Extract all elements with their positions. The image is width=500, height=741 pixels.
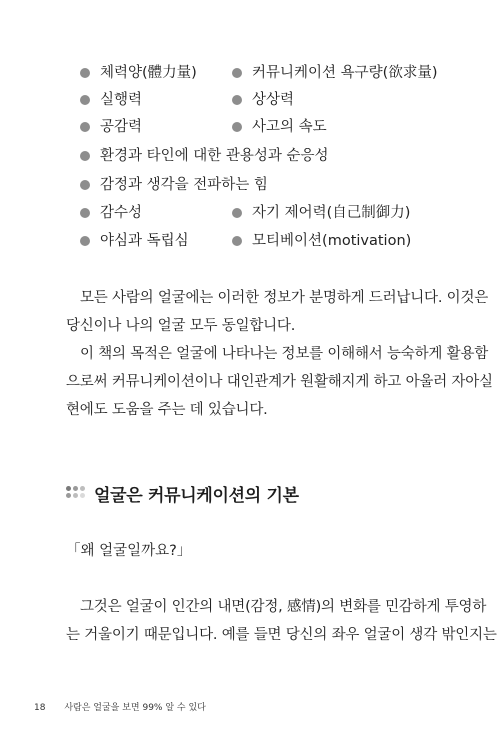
list-item-text: 감수성: [100, 205, 143, 221]
dots-icon: [66, 486, 88, 500]
bullet-icon: [80, 208, 90, 218]
paragraph-line: 이 책의 목적은 얼굴에 나타나는 정보를 이해해서 능숙하게 활용함: [80, 346, 489, 362]
list-item-text: 환경과 타인에 대한 관용성과 순응성: [100, 148, 329, 164]
bullet-icon: [80, 95, 90, 105]
list-item-text: 실행력: [100, 92, 143, 108]
list-item-text: 모티베이션(motivation): [252, 233, 412, 249]
paragraph-line: 현에도 도움을 주는 데 있습니다.: [66, 402, 268, 418]
quote-text: 「왜 얼굴일까요?」: [66, 543, 192, 559]
list-item-text: 감정과 생각을 전파하는 힘: [100, 177, 268, 193]
paragraph-line: 모든 사람의 얼굴에는 이러한 정보가 분명하게 드러납니다. 이것은: [80, 290, 489, 306]
list-item-text: 커뮤니케이션 욕구량(欲求量): [252, 65, 438, 81]
paragraph-line: 그것은 얼굴이 인간의 내면(감정, 感情)의 변화를 민감하게 투영하: [80, 599, 487, 615]
paragraph-line: 는 거울이기 때문입니다. 예를 들면 당신의 좌우 얼굴이 생각 밖인지는: [66, 627, 497, 643]
body-paragraph: [66, 284, 493, 424]
list-item-text: 야심과 독립심: [100, 233, 189, 249]
page-footer: [34, 701, 206, 715]
bullet-icon: [80, 68, 90, 78]
paragraph-line: 으로써 커뮤니케이션이나 대인관계가 원활해지게 하고 아울러 자아실: [66, 374, 493, 390]
paragraph-line: 당신이나 나의 얼굴 모두 동일합니다.: [66, 318, 296, 334]
section-heading: [66, 480, 299, 506]
running-title: 사람은 얼굴을 보면 99% 알 수 있다: [64, 703, 206, 713]
bullet-icon: [80, 151, 90, 161]
list-item-text: 체력양(體力量): [100, 65, 197, 81]
bullet-icon: [232, 68, 242, 78]
page-number: 18: [34, 703, 46, 713]
bullet-icon: [80, 122, 90, 132]
bullet-icon: [232, 122, 242, 132]
list-item-text: 사고의 속도: [252, 119, 327, 135]
list-item-text: 상상력: [252, 92, 295, 108]
body-paragraph: [66, 593, 497, 649]
bullet-icon: [232, 95, 242, 105]
bullet-icon: [80, 180, 90, 190]
list-item-text: 공감력: [100, 119, 143, 135]
bullet-icon: [80, 236, 90, 246]
bullet-icon: [232, 208, 242, 218]
bullet-icon: [232, 236, 242, 246]
section-title: 얼굴은 커뮤니케이션의 기본: [94, 485, 299, 506]
list-item-text: 자기 제어력(自己制御力): [252, 205, 411, 221]
